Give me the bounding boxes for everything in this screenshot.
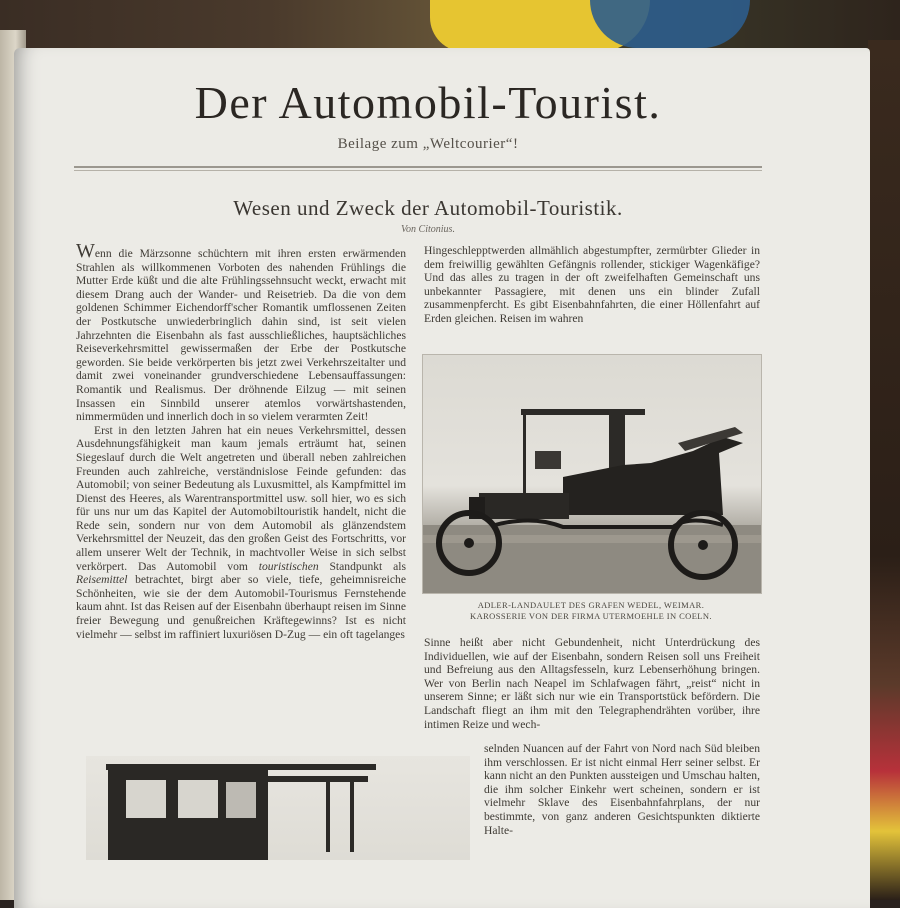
- paragraph-intro: [76, 244, 406, 424]
- header-divider: [74, 166, 762, 168]
- background-blue-object: [590, 0, 750, 48]
- page-title: Der Automobil-Tourist.: [194, 77, 662, 128]
- header-divider-thin: [74, 170, 762, 171]
- paragraph-continuation: Hingeschlepptwerden allmählich abgestumpfter, zermürbter Glieder in dem freiwillig gewählten Gefängnis rollender, stickiger Wagenkäfige? Und das alles zu tragen in der oft zweifelhaften Gemeinschaft uns unbekannter Passagiere, mit denen uns ein blinder Zufall zusammenpfercht. Es gibt Eisenbahnfahrten, die einer Höllenfahrt auf Erden gleichen. Reisen im wahren: [424, 244, 760, 325]
- article-byline: Von Citonius.: [401, 224, 455, 235]
- paragraph-landschaft: selnden Nuancen auf der Fahrt von Nord nach Süd bleiben ihm verschlossen. Er ist nicht einmal Herr seiner selbst. Er kann nicht an den Punkten aussteigen und Umschau halten, die ihm solcher Einkehr wert scheinen, sondern er ist vielmehr Sklave des Eisenbahnfahrplans, der nur bestimmte, von ganz anderen Gesichtspunkten diktierte Halte-: [484, 742, 760, 837]
- paragraph-automobil-text-b: Standpunkt als: [318, 559, 406, 573]
- drop-cap: W: [76, 244, 95, 262]
- photo-caption: [422, 600, 760, 622]
- article-column-right-middle: [424, 636, 760, 740]
- car-illustration-icon: [423, 355, 761, 593]
- caption-line-1: ADLER-LANDAULET DES GRAFEN WEDEL, WEIMAR.: [477, 600, 705, 610]
- article-column-left: [76, 244, 406, 744]
- emphasis-reisemittel: Reisemittel: [76, 573, 128, 587]
- paragraph-automobil: [76, 424, 406, 642]
- paragraph-automobil-text-c: betrachtet, birgt aber so viele, tiefe, geheimnisreiche Schönheiten, wie sie der dem Automobil-Tourismus Fernstehende kaum ahnt. Ist das Reisen auf der Eisenbahn überhaupt reisen im Sinne freier Bewegung und genußreichen Kräftegewinns? Ist es nicht vielmehr — selbst im raffiniert luxuriösen D-Zug — ein oft tagelanges: [76, 573, 406, 641]
- article-column-right-bottom: [484, 742, 760, 860]
- paragraph-intro-text: enn die Märzsonne schüchtern mit ihren ersten erwärmenden Strahlen als willkommenen Vorboten des nahenden Frühlings die Mutter Erde küßt und die alte Frühlingssehnsucht weckt, erwacht mit diesem Drang auch der Wander- und Reisetrieb. Da die von dem goldenen Schimmer Eichendorff'scher Romantik umflossenen Zeiten der Postkutsche unwiederbringlich dahin sind, ist seit vielen Jahrzehnten die Eisenbahn als fast ausschließliches, hauptsächliches Reiseverkehrsmittel gewissermaßen der Erbe der Postkutsche geworden. Sie beide verkörperten bis jetzt zwei Verkehrszeitalter und damit zwei voneinander grundverschiedene Lebensauffassungen: Romantik und Realismus. Der dröhnende Eilzug — mit seinen Insassen ein Sinnbild unserer atemlos vorwärtshastenden, nimmermüden und innerlich doch in so vielem verarmten Zeit!: [76, 247, 406, 424]
- caption-line-2: KAROSSERIE VON DER FIRMA UTERMOEHLE IN COELN.: [470, 611, 712, 621]
- emphasis-touristischen: touristischen: [258, 559, 319, 573]
- page-subtitle: Beilage zum „Weltcourier“!: [337, 136, 519, 152]
- limousine-illustration-icon: [86, 756, 470, 860]
- paragraph-reisen: Sinne heißt aber nicht Gebundenheit, nicht Unterdrückung des Individuellen, wie auf der Eisenbahn, sondern Reisen soll uns Freiheit und Befreiung aus den Alltagsfesseln, kurz Lebenserhöhung bringen. Wer von Berlin nach Neapel im Schlafwagen fährt, „reist“ nicht in unserem Sinne; er läßt sich nur wie ein Transportstück befördern. Die Landschaft fliegt an ihm mit den Telegraphendrähten vorüber, ihre intimen Reize und wech-: [424, 636, 760, 731]
- article-column-right-top: [424, 244, 760, 340]
- article-title: Wesen und Zweck der Automobil-Touristik.: [233, 196, 623, 220]
- car-photo-limousine: [86, 756, 470, 860]
- background-right-edge: [868, 40, 900, 900]
- paragraph-automobil-text-a: Erst in den letzten Jahren hat ein neues Verkehrsmittel, dessen Ausdehnungsfähigkeit man kaum jemals erträumt hat, seinen Siegeslauf durch die Welt angetreten und überall neben zahlreichen Freunden auch zahlreiche, verständnislose Feinde gefunden: das Automobil; von seiner Bedeutung als Luxusmittel, als Kampfmittel im Dienst des Heeres, als Warentransportmittel usw. soll hier, wo es sich für uns nur um das Kapitel der Automobiltouristik handelt, nicht die Rede sein, sondern nur von dem Automobil als glänzendstem Verkehrsmittel der Neuzeit, das den großen Geist des Fortschritts, vor allem unserer Welt der Technik, in machtvoller Weise in sich selbst verkörpert. Das Automobil vom: [76, 423, 406, 573]
- car-photo-landaulet: [422, 354, 762, 594]
